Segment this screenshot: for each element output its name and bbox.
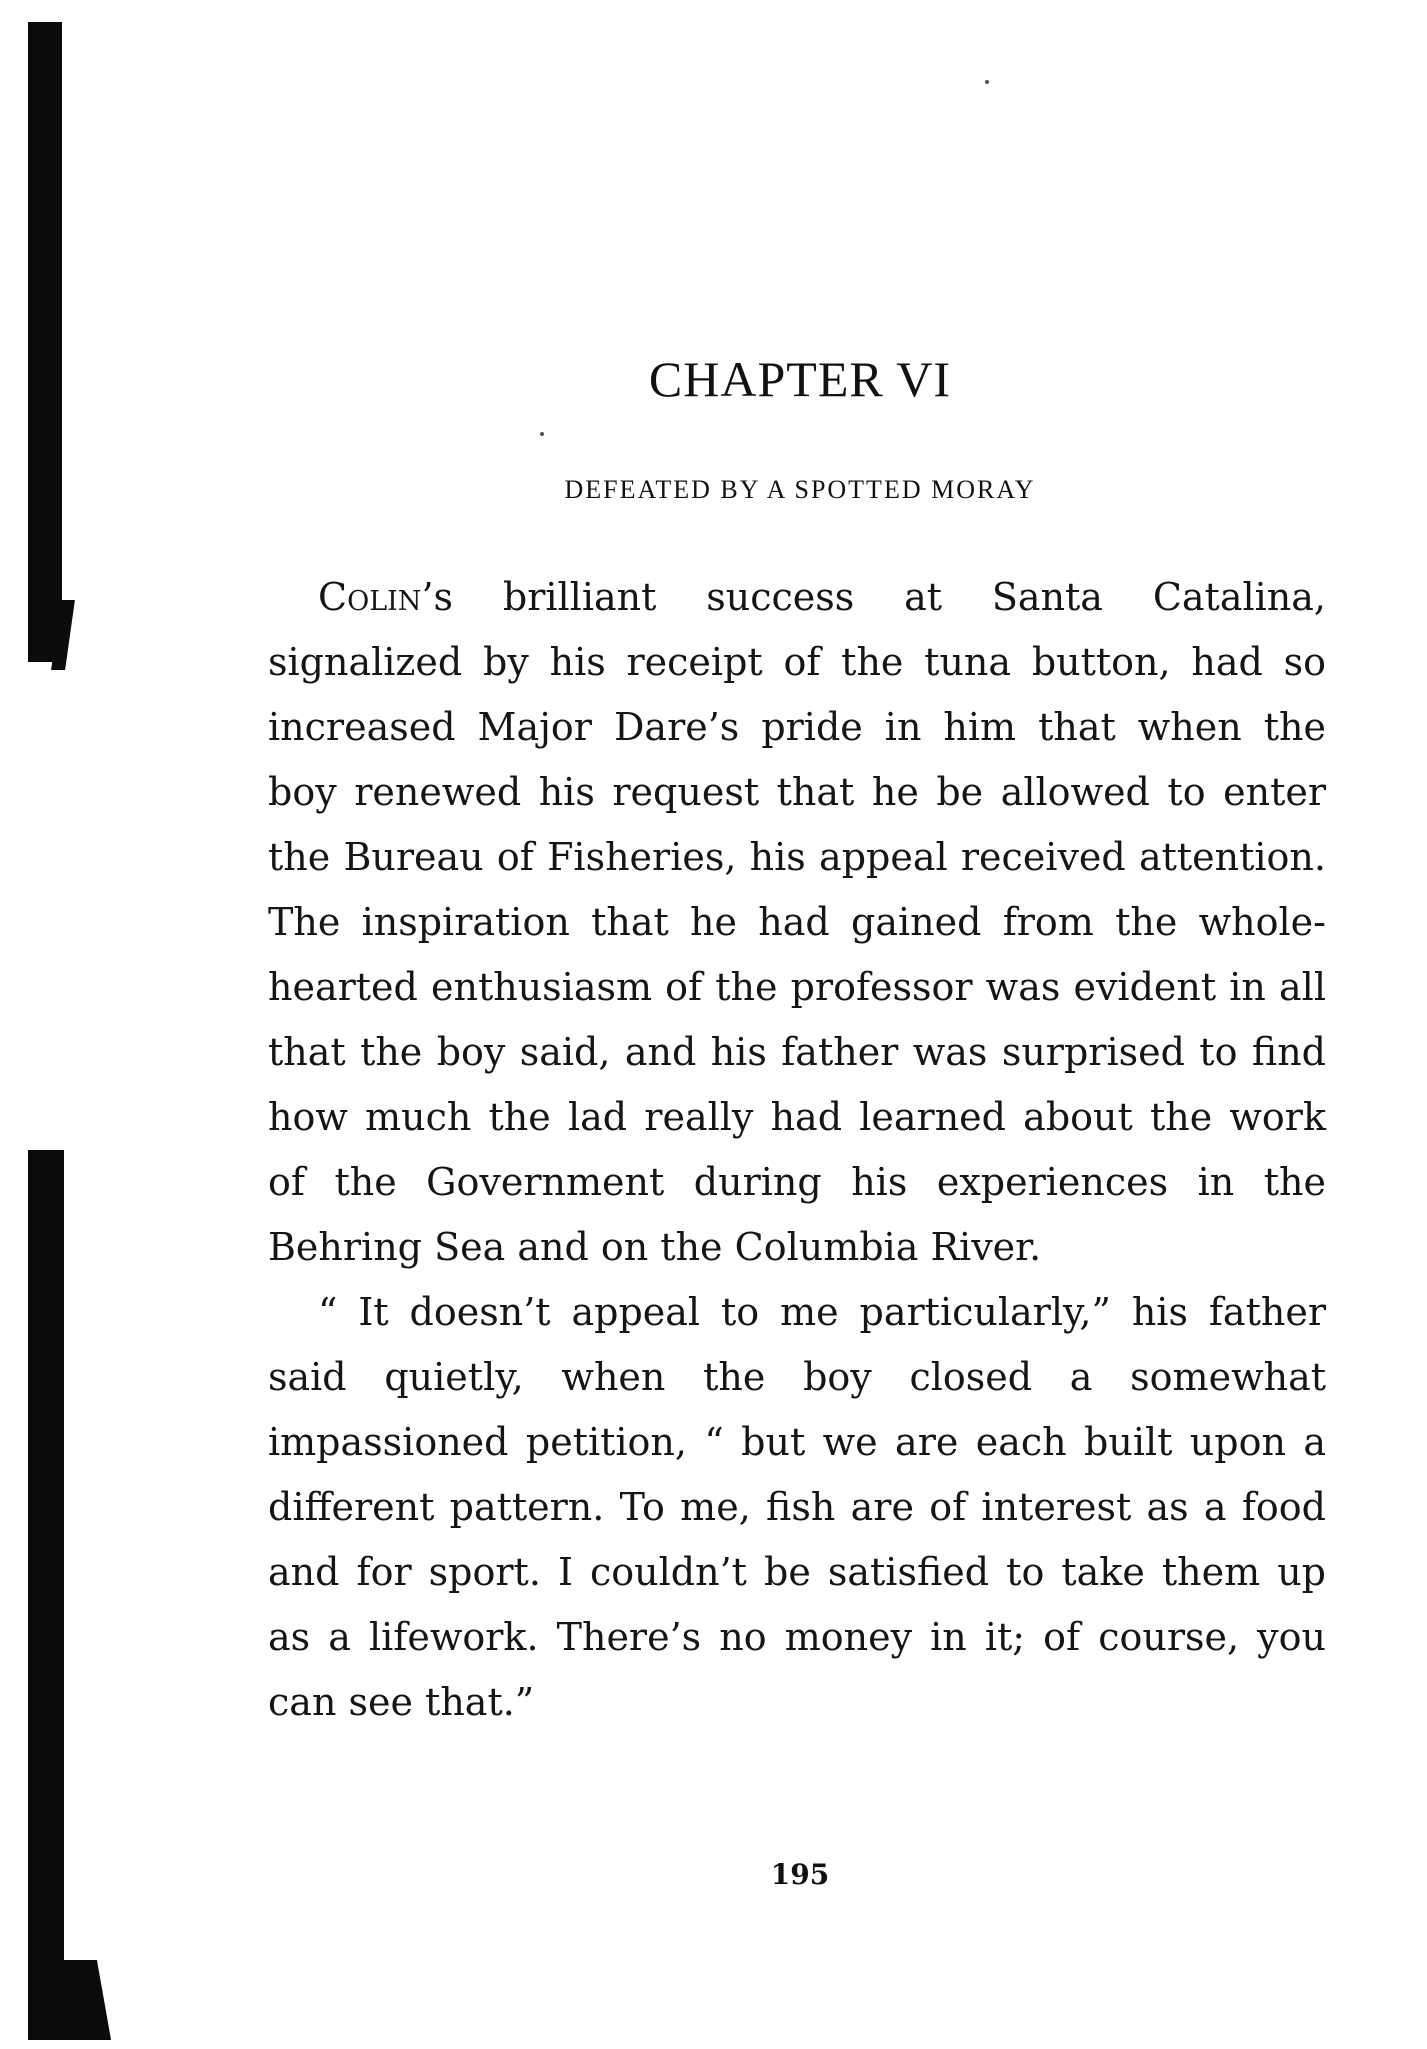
paragraph xyxy=(268,565,1326,1280)
chapter-body xyxy=(268,565,1326,1735)
binding-shadow-flare xyxy=(37,1960,111,2040)
scan-speck xyxy=(540,432,544,436)
chapter-title: CHAPTER VI xyxy=(648,351,952,407)
scan-speck xyxy=(985,80,989,84)
binding-shadow-top xyxy=(28,22,62,662)
page-number: 195 xyxy=(770,1858,830,1891)
paragraph-lead-word: Colin xyxy=(318,575,422,619)
paragraph-text: ’s brilliant success at Santa Catalina, signalized by his receipt of the tuna button, had so increased Major Dare’s pride in him that when the boy renewed his request that he be allowed to enter the Bureau of Fisheries, his appeal received attention. The inspiration that he had gained from the whole-hearted enthusiasm of the professor was evident in all that the boy said, and his father was surprised to find how much the lad really had learned about the work of the Government during his experiences in the Behring Sea and on the Columbia River. xyxy=(268,575,1326,1269)
chapter-subtitle: DEFEATED BY A SPOTTED MORAY xyxy=(564,475,1036,504)
paragraph: “ It doesn’t appeal to me particularly,” his father said quietly, when the boy closed a somewhat impassioned petition, “ but we are each built upon a different pattern. To me, fish are of interest as a food and for sport. I couldn’t be satisfied to take them up as a lifework. There’s no money in it; of course, you can see that.” xyxy=(268,1290,1326,1724)
binding-shadow-bottom xyxy=(28,1150,64,2040)
